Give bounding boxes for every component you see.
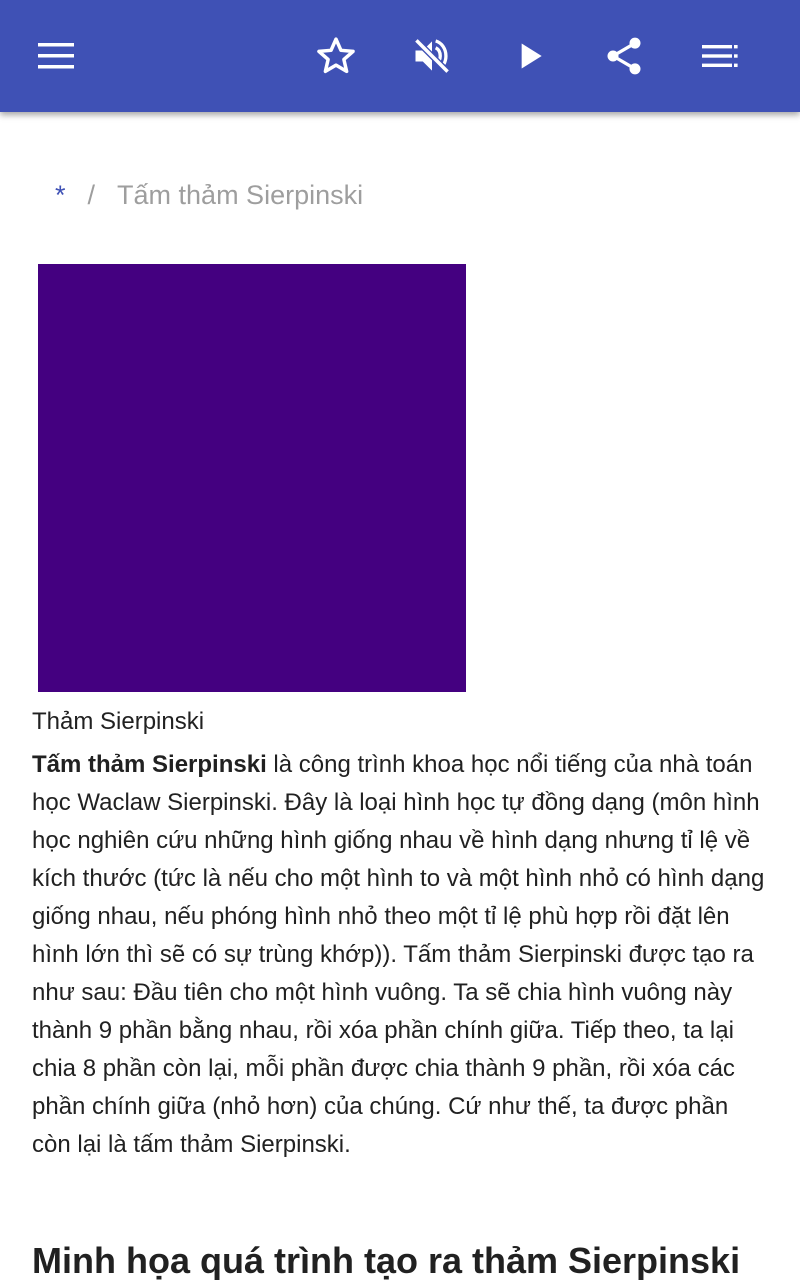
star-outline-icon (314, 34, 358, 78)
breadcrumb-home-link[interactable]: * (55, 180, 66, 210)
playlist-icon (700, 36, 740, 76)
breadcrumb-current: Tấm thảm Sierpinski (117, 180, 364, 210)
volume-off-icon (410, 34, 454, 78)
article-intro-text: là công trình khoa học nổi tiếng của nhà toán học Waclaw Sierpinski. Đây là loại hình học tự đồng dạng (môn hình học nghiên cứu những hình giống nhau về hình dạng nhưng tỉ lệ về kích thước (tức là nếu cho một hình to và một hình nhỏ có hình dạng giống nhau, nếu phóng hình nhỏ theo một tỉ lệ phù hợp rồi đặt lên hình lớn thì sẽ có sự trùng khớp)). Tấm thảm Sierpinski được tạo ra như sau: Đầu tiên cho một hình vuông. Ta sẽ chia hình vuông này thành 9 phần bằng nhau, rồi xóa phần chính giữa. Tiếp theo, ta lại chia 8 phần còn lại, mỗi phần được chia thành 9 phần, rồi xóa các phần chính giữa (nhỏ hơn) của chúng. Cứ như thế, ta được phần còn lại là tấm thảm Sierpinski. (32, 751, 765, 1158)
breadcrumb-separator: / (87, 180, 96, 210)
mute-button[interactable] (404, 28, 460, 84)
app-toolbar (0, 0, 800, 112)
article-bold-title: Tấm thảm Sierpinski (32, 751, 267, 778)
share-button[interactable] (596, 28, 652, 84)
article-paragraph (32, 746, 772, 1164)
play-icon (510, 36, 550, 76)
breadcrumb (55, 180, 363, 211)
favorite-button[interactable] (308, 28, 364, 84)
menu-button[interactable] (28, 28, 84, 84)
menu-icon (36, 36, 76, 76)
play-button[interactable] (502, 28, 558, 84)
contents-button[interactable] (692, 28, 748, 84)
section-heading: Minh họa quá trình tạo ra thảm Sierpinski (32, 1240, 741, 1280)
article-content[interactable] (0, 112, 800, 1280)
figure-caption: Thảm Sierpinski (32, 708, 205, 735)
share-icon (602, 34, 646, 78)
sierpinski-carpet-image[interactable] (38, 264, 466, 692)
